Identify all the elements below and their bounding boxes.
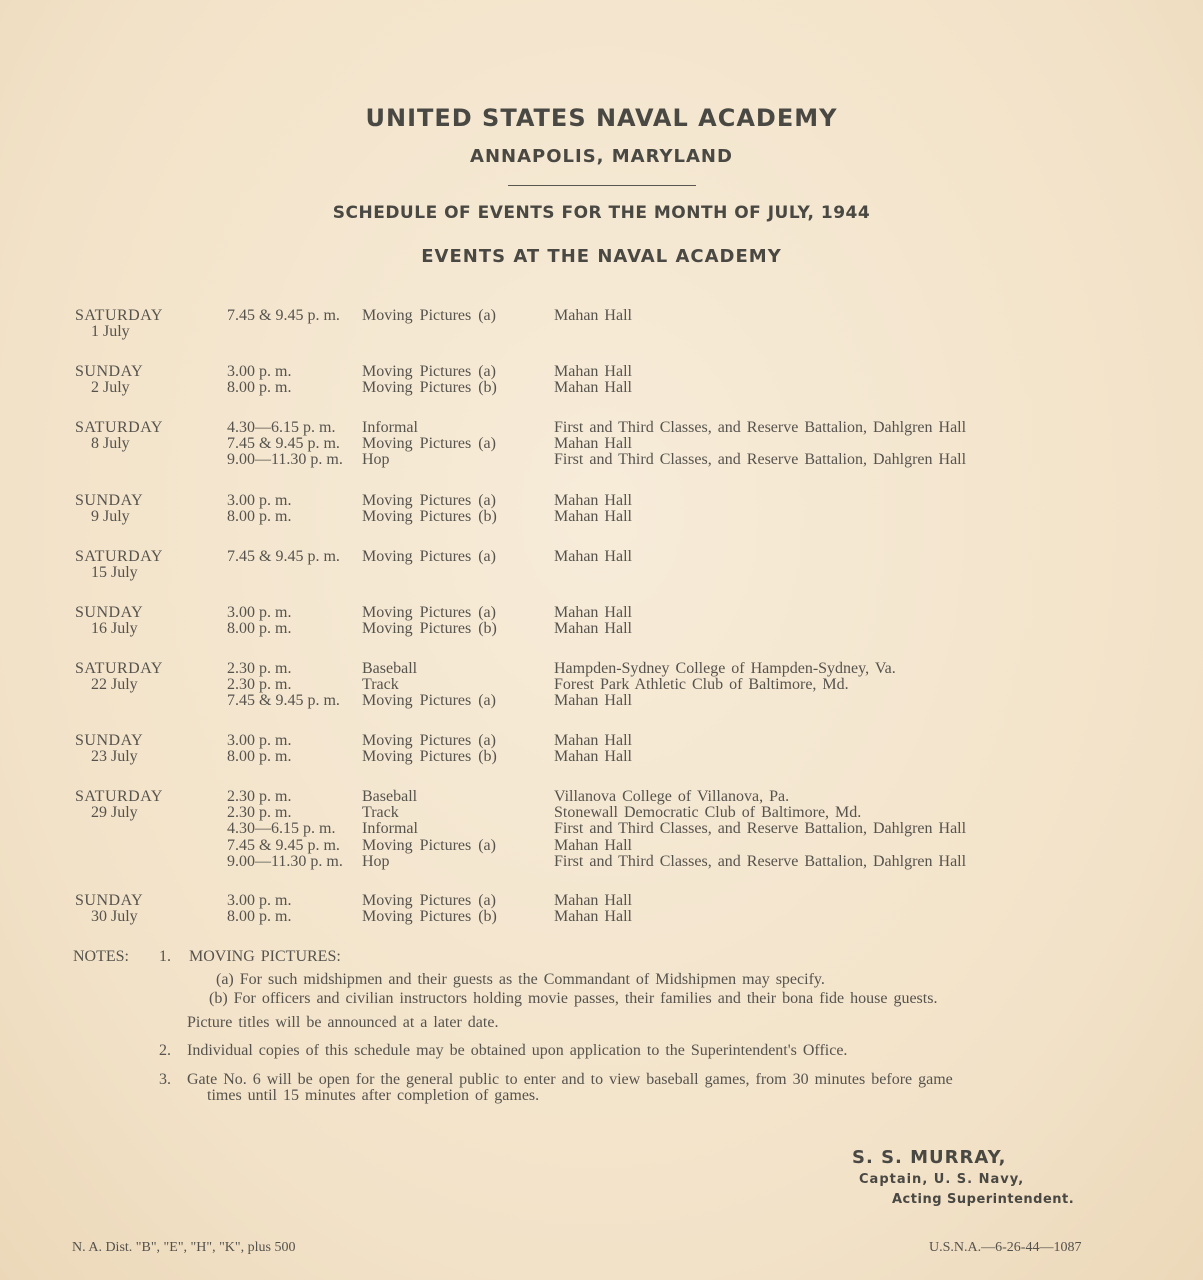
day-name: SUNDAY [75, 732, 144, 749]
event-name: Moving Pictures (a) [362, 604, 496, 621]
event-time: 8.00 p. m. [227, 508, 292, 526]
note-number: 3. [159, 1071, 171, 1088]
schedule-subtitle: SCHEDULE OF EVENTS FOR THE MONTH OF JULY, 1944 [332, 203, 871, 223]
event-time: 2.30 p. m. [227, 804, 292, 822]
event-time: 4.30—6.15 p. m. [227, 820, 336, 838]
note-text: Individual copies of this schedule may be obtained upon application to the Superintendent's Office. [187, 1042, 848, 1059]
event-time: 7.45 & 9.45 p. m. [227, 836, 340, 854]
note-text: Gate No. 6 will be open for the general public to enter and to view baseball games, from 30 minutes before game [187, 1071, 953, 1088]
day-date: 16 July [91, 620, 138, 637]
day-date: 8 July [91, 435, 130, 452]
day-name: SATURDAY [75, 419, 163, 436]
event-place: First and Third Classes, and Reserve Battalion, Dahlgren Hall [554, 820, 967, 838]
event-name: Moving Pictures (b) [362, 748, 497, 766]
event-time: 3.00 p. m. [227, 604, 292, 621]
event-place: Mahan Hall [554, 604, 632, 621]
event-place: Mahan Hall [554, 508, 632, 526]
event-time: 3.00 p. m. [227, 892, 292, 909]
event-place: Villanova College of Villanova, Pa. [554, 788, 790, 805]
event-name: Hop [362, 451, 390, 469]
event-name: Moving Pictures (a) [362, 435, 496, 453]
event-name: Informal [362, 820, 418, 838]
event-place: Stonewall Democratic Club of Baltimore, Md. [554, 804, 862, 822]
event-place: Mahan Hall [554, 620, 632, 638]
event-place: Mahan Hall [554, 363, 632, 380]
day-date: 23 July [91, 748, 138, 765]
signatory-rank: Captain, U. S. Navy, [859, 1172, 1025, 1187]
event-time: 8.00 p. m. [227, 379, 292, 397]
event-name: Moving Pictures (a) [362, 732, 496, 749]
event-name: Moving Pictures (a) [362, 836, 496, 854]
location-line: ANNAPOLIS, MARYLAND [470, 146, 733, 167]
day-date: 22 July [91, 676, 138, 693]
event-name: Track [362, 804, 399, 822]
event-time: 3.00 p. m. [227, 732, 292, 749]
schedule-day [75, 419, 967, 490]
event-place: First and Third Classes, and Reserve Battalion, Dahlgren Hall [554, 852, 967, 870]
event-time: 7.45 & 9.45 p. m. [227, 692, 340, 710]
event-name: Moving Pictures (a) [362, 492, 496, 509]
event-place: Mahan Hall [554, 435, 632, 453]
event-place: Mahan Hall [554, 492, 632, 509]
note-heading: MOVING PICTURES: [189, 948, 341, 965]
event-name: Moving Pictures (b) [362, 379, 497, 397]
event-time: 4.30—6.15 p. m. [227, 419, 336, 436]
event-name: Moving Pictures (b) [362, 620, 497, 638]
event-place: Mahan Hall [554, 307, 632, 324]
schedule-day [75, 788, 967, 870]
day-name: SATURDAY [75, 307, 163, 324]
day-date: 29 July [91, 804, 138, 821]
event-name: Moving Pictures (a) [362, 892, 496, 909]
event-name: Informal [362, 419, 418, 436]
day-name: SUNDAY [75, 604, 144, 621]
event-time: 3.00 p. m. [227, 492, 292, 509]
note-item-b: (b) For officers and civilian instructors holding movie passes, their families and their bona fide house guests. [209, 990, 938, 1007]
event-place: Mahan Hall [554, 836, 632, 854]
event-time: 8.00 p. m. [227, 908, 292, 926]
schedule-day [75, 893, 775, 963]
event-name: Moving Pictures (a) [362, 363, 496, 380]
schedule-day [75, 660, 896, 731]
event-time: 8.00 p. m. [227, 620, 292, 638]
day-name: SUNDAY [75, 892, 144, 909]
event-name: Baseball [362, 788, 418, 805]
event-time: 3.00 p. m. [227, 363, 292, 380]
event-time: 7.45 & 9.45 p. m. [227, 307, 340, 324]
event-time: 7.45 & 9.45 p. m. [227, 435, 340, 453]
event-name: Moving Pictures (a) [362, 307, 496, 324]
day-date: 2 July [91, 379, 130, 396]
event-time: 2.30 p. m. [227, 660, 292, 677]
day-name: SATURDAY [75, 660, 163, 677]
note-item-a: (a) For such midshipmen and their guests as the Commandant of Midshipmen may specify. [216, 971, 825, 988]
event-place: First and Third Classes, and Reserve Battalion, Dahlgren Hall [554, 419, 967, 436]
event-name: Moving Pictures (a) [362, 548, 496, 565]
day-name: SUNDAY [75, 492, 144, 509]
event-time: 9.00—11.30 p. m. [227, 451, 343, 469]
note-number: 2. [159, 1042, 171, 1059]
academy-title: UNITED STATES NAVAL ACADEMY [365, 104, 838, 132]
signatory-title: Acting Superintendent. [892, 1192, 1075, 1207]
day-name: SATURDAY [75, 548, 163, 565]
section-heading: EVENTS AT THE NAVAL ACADEMY [421, 246, 782, 267]
notes-label: NOTES: [73, 948, 129, 965]
note-picture-titles: Picture titles will be announced at a later date. [187, 1014, 499, 1031]
event-time: 7.45 & 9.45 p. m. [227, 548, 340, 565]
event-time: 8.00 p. m. [227, 748, 292, 766]
event-place: Mahan Hall [554, 892, 632, 909]
event-time: 2.30 p. m. [227, 676, 292, 694]
event-place: First and Third Classes, and Reserve Battalion, Dahlgren Hall [554, 451, 967, 469]
event-place: Mahan Hall [554, 732, 632, 749]
note-text: times until 15 minutes after completion of games. [207, 1087, 540, 1104]
event-place: Hampden-Sydney College of Hampden-Sydney, Va. [554, 660, 896, 677]
event-name: Moving Pictures (b) [362, 508, 497, 526]
event-name: Track [362, 676, 399, 694]
event-place: Mahan Hall [554, 748, 632, 766]
event-time: 9.00—11.30 p. m. [227, 852, 343, 870]
signatory-name: S. S. MURRAY, [852, 1147, 1007, 1168]
event-place: Mahan Hall [554, 379, 632, 397]
distribution-note: N. A. Dist. "B", "E", "H", "K", plus 500 [72, 1240, 296, 1255]
event-name: Hop [362, 852, 390, 870]
event-place: Forest Park Athletic Club of Baltimore, Md. [554, 676, 849, 694]
event-place: Mahan Hall [554, 548, 632, 565]
event-place: Mahan Hall [554, 908, 632, 926]
event-name: Baseball [362, 660, 418, 677]
day-date: 9 July [91, 508, 130, 525]
note-number: 1. [159, 948, 171, 965]
event-name: Moving Pictures (a) [362, 692, 496, 710]
day-name: SUNDAY [75, 363, 144, 380]
day-name: SATURDAY [75, 788, 163, 805]
day-date: 1 July [91, 323, 130, 340]
header-divider [508, 185, 696, 186]
day-date: 30 July [91, 908, 138, 925]
event-name: Moving Pictures (b) [362, 908, 497, 926]
event-place: Mahan Hall [554, 692, 632, 710]
document-code: U.S.N.A.—6-26-44—1087 [929, 1240, 1082, 1255]
event-time: 2.30 p. m. [227, 788, 292, 805]
day-date: 15 July [91, 564, 138, 581]
